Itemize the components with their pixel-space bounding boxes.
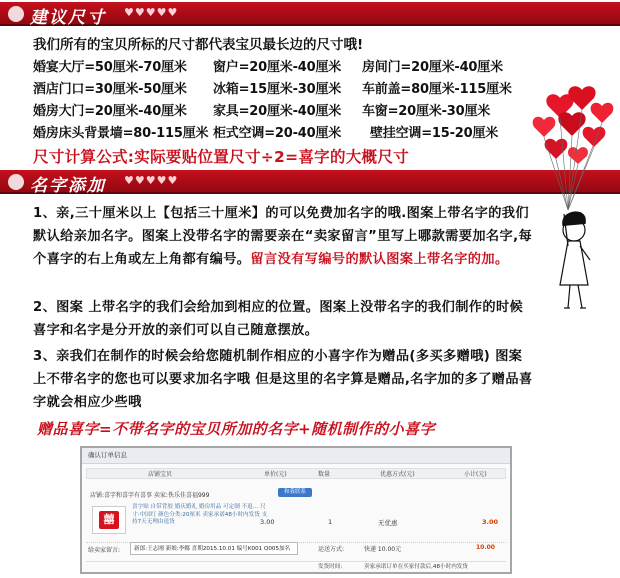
subtotal: 3.00 — [482, 518, 499, 526]
banner-title: 建议尺寸 — [30, 8, 106, 28]
unit-price: 3.00 — [260, 518, 275, 526]
shop-line: 店铺:喜字和喜字有喜事 卖家:佚乐佳喜福999 — [90, 492, 210, 499]
size-item: 壁挂空调=15-20厘米 — [370, 126, 499, 141]
girl-figure — [560, 212, 590, 308]
hearts-icon: ♥♥♥♥♥ — [124, 6, 179, 19]
paragraph-1-note: 留言没有写编号的默认图案上带名字的加。 — [250, 252, 509, 267]
column-header: 数量 — [318, 471, 331, 478]
size-item: 柜式空调=20-40厘米 — [213, 126, 342, 141]
double-happiness-icon: 囍 — [99, 511, 119, 529]
quantity: 1 — [328, 518, 333, 526]
order-header — [82, 448, 510, 464]
paragraph-1-text: 1、亲,三十厘米以上【包括三十厘米】的可以免费加名字的哦.图案上带名字的我们默认给亲加名字。图案上没带名字的需要亲在“卖家留言”里写上哪款需要加名字,每个喜字的右上角或左上角都有编号。 — [33, 206, 533, 267]
swirl-icon — [8, 6, 24, 22]
column-header: 优惠方式(元) — [380, 471, 415, 478]
size-item: 婚宴大厅=50厘米-70厘米 — [33, 60, 187, 75]
order-confirmation-screenshot — [80, 446, 512, 574]
size-item: 房间门=20厘米-40厘米 — [362, 60, 503, 75]
size-item: 家具=20厘米-40厘米 — [213, 104, 342, 119]
balloon-girl-illustration — [520, 80, 618, 320]
discount: 无优惠 — [378, 519, 398, 527]
contact-seller-button[interactable]: 和我联系 — [278, 488, 312, 497]
paragraph-1 — [33, 202, 533, 271]
column-header: 小计(元) — [464, 471, 487, 478]
size-item: 婚房床头背景墙=80-115厘米 — [33, 126, 209, 141]
size-intro: 我们所有的宝贝所标的尺寸都代表宝贝最长边的尺寸哦! — [33, 37, 364, 53]
section-banner-size — [0, 2, 620, 26]
size-item: 婚房大门=20厘米-40厘米 — [33, 104, 187, 119]
paragraph-2: 2、图案 上带名字的我们会给加到相应的位置。图案上没带名字的我们制作的时候 喜字和名字是分开放的亲们可以自己随意摆放。 — [33, 300, 524, 338]
size-item: 酒店门口=30厘米-50厘米 — [33, 82, 187, 97]
size-item: 车前盖=80厘米-115厘米 — [362, 82, 512, 97]
column-header: 店铺宝贝 — [148, 471, 173, 478]
swirl-icon — [8, 174, 24, 190]
seller-message-text: 新郎:王志刚 新娘:李娜 喜期2015.10.01 编号K001 Q005加名 — [134, 546, 291, 552]
size-item: 车窗=20厘米-30厘米 — [362, 104, 491, 119]
order-title: 确认订单信息 — [88, 451, 127, 459]
shipping-total: 10.00 — [476, 544, 495, 551]
delivery-label: 发货时间: — [318, 564, 343, 570]
delivery-promise: 卖家承诺订单在买家付款后,48小时内发货 — [364, 564, 468, 570]
size-item: 冰箱=15厘米-30厘米 — [213, 82, 342, 97]
product-description[interactable]: 喜字贴 自带背胶 婚庆婚礼 婚房用品 可定制 不退… 尺寸:中国红 颜色分类:20厘米 卖家承诺48小时内发货 支持7天无理由退货 — [132, 504, 268, 525]
size-item: 窗户=20厘米-40厘米 — [213, 60, 342, 75]
shipping-select[interactable]: 快递 10.00元 — [364, 546, 402, 553]
product-thumbnail — [92, 506, 126, 534]
column-header: 单价(元) — [264, 471, 287, 478]
message-label: 给卖家留言: — [88, 547, 121, 554]
hearts-icon: ♥♥♥♥♥ — [124, 174, 179, 187]
size-formula: 尺寸计算公式:实际要贴位置尺寸÷2=喜字的大概尺寸 — [33, 148, 409, 166]
gift-note: 赠品喜字=不带名字的宝贝所加的名字+随机制作的小喜字 — [37, 420, 436, 438]
shipping-label: 运送方式: — [318, 546, 345, 553]
paragraph-3: 3、亲我们在制作的时候会给您随机制作相应的小喜字作为赠品(多买多赠哦) 图案上不带名字的您也可以要求加名字哦 但是这里的名字算是赠品,名字加的多了赠品喜字就会相应少些哦 — [33, 349, 533, 410]
banner-title: 名字添加 — [30, 176, 106, 196]
